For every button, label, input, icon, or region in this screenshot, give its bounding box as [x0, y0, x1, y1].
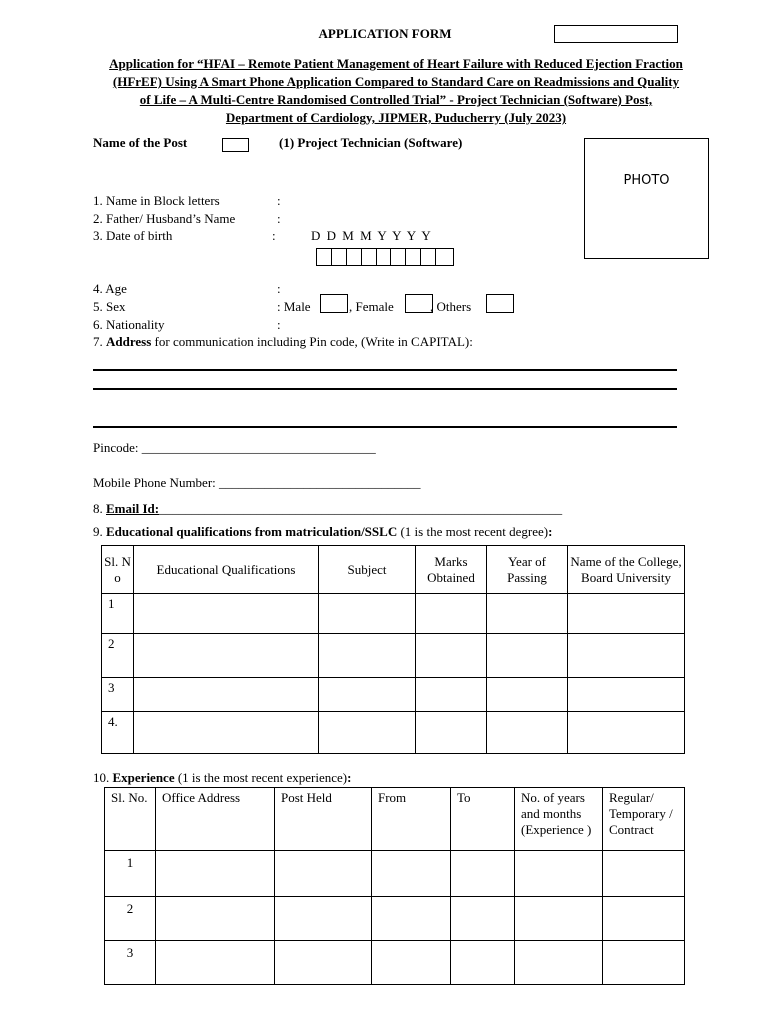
experience-table [104, 787, 685, 985]
dob-colon: : [272, 228, 276, 243]
table-cell[interactable] [416, 712, 487, 754]
table-row [102, 634, 685, 678]
table-cell[interactable] [568, 712, 685, 754]
subtitle-line: of Life – A Multi-Centre Randomised Controlled Trial” - Project Technician (Software) Post, [139, 92, 653, 107]
table-cell[interactable] [568, 594, 685, 634]
table-cell[interactable] [156, 941, 275, 985]
form-subtitle [60, 55, 732, 127]
address-line-3[interactable] [93, 426, 677, 428]
table-row [105, 851, 685, 897]
table-cell[interactable] [603, 897, 685, 941]
table-cell[interactable] [568, 678, 685, 712]
col-header: Sl. No. [105, 788, 156, 851]
form-title: APPLICATION FORM [318, 26, 452, 41]
table-cell[interactable] [275, 941, 372, 985]
table-cell[interactable] [372, 897, 451, 941]
table-row [102, 678, 685, 712]
post-label: Name of the Post [93, 135, 188, 150]
table-cell[interactable] [487, 712, 568, 754]
table-row [105, 897, 685, 941]
experience-heading: 10. Experience (1 is the most recent experience): [93, 770, 352, 785]
col-header: Subject [319, 546, 416, 594]
sex-female-label: , Female [349, 299, 394, 314]
table-cell[interactable] [568, 634, 685, 678]
col-header: Sl. N o [102, 546, 134, 594]
mobile-field[interactable]: Mobile Phone Number: _______________________________ [93, 475, 421, 490]
col-header: No. of years and months (Experience ) [515, 788, 603, 851]
pincode-field[interactable]: Pincode: ____________________________________ [93, 440, 376, 455]
row-number: 3 [105, 941, 156, 985]
table-cell[interactable] [319, 634, 416, 678]
table-cell[interactable] [603, 941, 685, 985]
table-cell[interactable] [451, 851, 515, 897]
table-cell[interactable] [603, 851, 685, 897]
col-header: Marks Obtained [416, 546, 487, 594]
col-header: Office Address [156, 788, 275, 851]
subtitle-line: (HFrEF) Using A Smart Phone Application Compared to Standard Care on Readmissions and Quality [112, 74, 680, 89]
education-heading: 9. Educational qualifications from matriculation/SSLC (1 is the most recent degree): [93, 524, 553, 539]
dob-format: D D M M Y Y Y Y [311, 228, 433, 243]
row-number: 1 [102, 594, 134, 634]
table-cell[interactable] [319, 712, 416, 754]
table-cell[interactable] [275, 897, 372, 941]
email-field[interactable]: 8. Email Id:______________________________________________________________ [93, 501, 563, 516]
age-label: 4. Age [93, 281, 127, 296]
photo-label: PHOTO [623, 173, 670, 188]
table-row [102, 594, 685, 634]
dob-input-boxes[interactable] [316, 248, 454, 266]
row-number: 4. [102, 712, 134, 754]
table-header-row [102, 546, 685, 594]
others-checkbox[interactable] [486, 294, 514, 313]
post-value: (1) Project Technician (Software) [279, 135, 463, 150]
father-label: 2. Father/ Husband’s Name [93, 211, 236, 226]
dob-label: 3. Date of birth [93, 228, 173, 243]
education-table [101, 545, 685, 754]
col-header: Post Held [275, 788, 372, 851]
female-checkbox[interactable] [405, 294, 433, 313]
table-cell[interactable] [487, 678, 568, 712]
table-cell[interactable] [134, 634, 319, 678]
sex-male-label: : Male [277, 299, 311, 314]
father-colon: : [277, 211, 281, 226]
table-cell[interactable] [416, 594, 487, 634]
col-header: Name of the College, Board University [568, 546, 685, 594]
table-cell[interactable] [319, 594, 416, 634]
reference-box [554, 25, 678, 43]
col-header: Regular/ Temporary / Contract [603, 788, 685, 851]
table-cell[interactable] [515, 897, 603, 941]
table-cell[interactable] [319, 678, 416, 712]
row-number: 2 [105, 897, 156, 941]
nationality-label: 6. Nationality [93, 317, 165, 332]
table-row [105, 941, 685, 985]
table-cell[interactable] [134, 712, 319, 754]
table-cell[interactable] [416, 678, 487, 712]
table-header-row [105, 788, 685, 851]
table-cell[interactable] [515, 851, 603, 897]
address-label: 7. Address for communication including Pin code, (Write in CAPITAL): [93, 334, 473, 349]
sex-label: 5. Sex [93, 299, 126, 314]
table-cell[interactable] [451, 897, 515, 941]
row-number: 3 [102, 678, 134, 712]
table-cell[interactable] [487, 634, 568, 678]
table-cell[interactable] [372, 941, 451, 985]
table-row [102, 712, 685, 754]
table-cell[interactable] [275, 851, 372, 897]
address-line-1[interactable] [93, 369, 677, 371]
post-checkbox[interactable] [222, 138, 249, 152]
sex-others-label: , Others [430, 299, 472, 314]
table-cell[interactable] [156, 851, 275, 897]
col-header: To [451, 788, 515, 851]
table-cell[interactable] [134, 594, 319, 634]
table-cell[interactable] [372, 851, 451, 897]
table-cell[interactable] [487, 594, 568, 634]
name-colon: : [277, 193, 281, 208]
subtitle-line: Application for “HFAI – Remote Patient Management of Heart Failure with Reduced Ejection Fraction [109, 56, 683, 71]
table-cell[interactable] [515, 941, 603, 985]
male-checkbox[interactable] [320, 294, 348, 313]
table-cell[interactable] [416, 634, 487, 678]
address-line-2[interactable] [93, 388, 677, 390]
name-label: 1. Name in Block letters [93, 193, 220, 208]
table-cell[interactable] [156, 897, 275, 941]
col-header: Educational Qualifications [134, 546, 319, 594]
col-header: From [372, 788, 451, 851]
table-cell[interactable] [134, 678, 319, 712]
nationality-colon: : [277, 317, 281, 332]
age-colon: : [277, 281, 281, 296]
row-number: 2 [102, 634, 134, 678]
photo-box[interactable] [584, 138, 709, 259]
table-cell[interactable] [451, 941, 515, 985]
row-number: 1 [105, 851, 156, 897]
col-header: Year of Passing [487, 546, 568, 594]
subtitle-line: Department of Cardiology, JIPMER, Puducherry (July 2023) [225, 110, 567, 125]
